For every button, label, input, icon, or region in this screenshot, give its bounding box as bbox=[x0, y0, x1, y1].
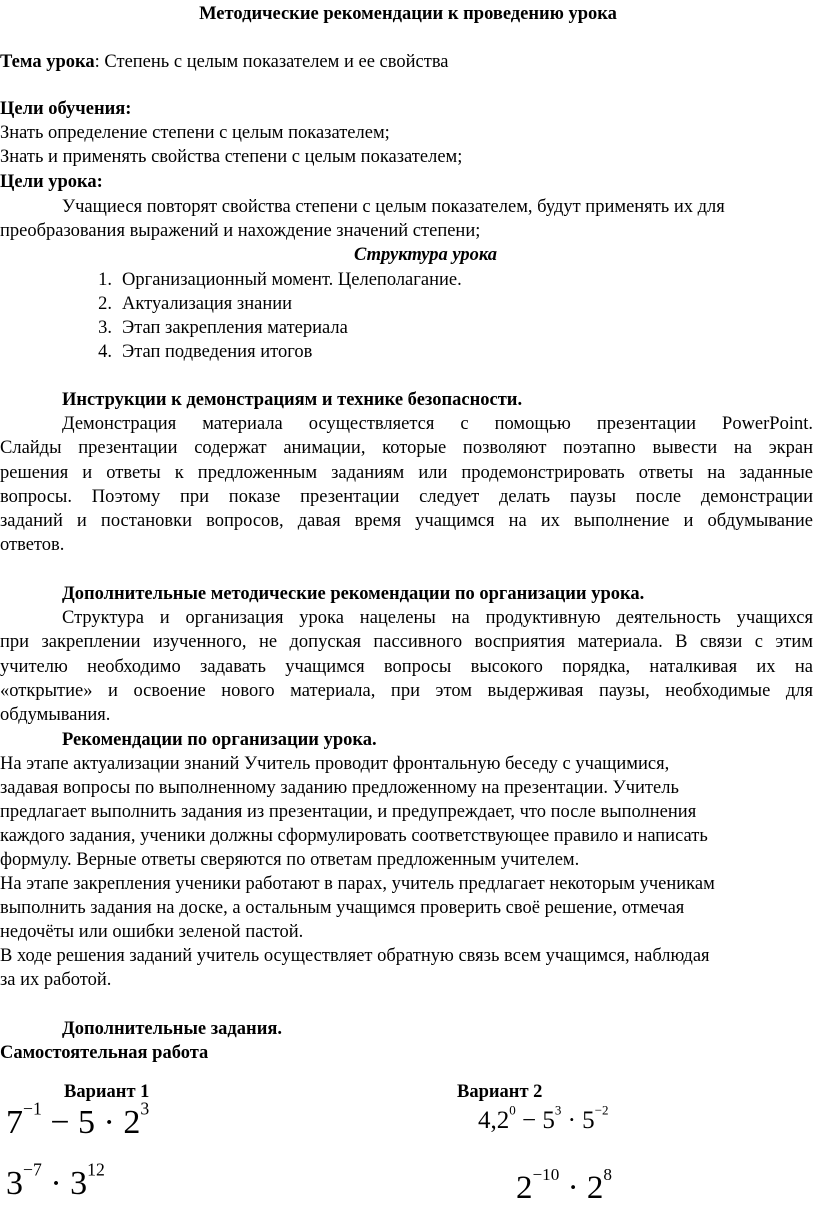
paragraph-line: предлагает выполнить задания из презентации, и предупреждает, что после выполнения bbox=[0, 802, 697, 822]
extra-recommendations-heading: Дополнительные методические рекомендации по организации урока. bbox=[62, 584, 645, 604]
organization-recommendations-heading: Рекомендации по организации урока. bbox=[62, 730, 377, 750]
paragraph-line: вопросы. Поэтому при показе презентации следует делать паузы после демонстрации bbox=[0, 486, 813, 507]
structure-item-number: 1. bbox=[98, 270, 112, 290]
structure-item-number: 4. bbox=[98, 342, 112, 362]
document-title: Методические рекомендации к проведению урока bbox=[199, 4, 617, 24]
paragraph-line: Слайды презентации содержат анимации, которые позволяют поэтапно вывести на экран bbox=[0, 438, 813, 459]
structure-heading: Структура урока bbox=[354, 245, 497, 265]
structure-item bbox=[90, 268, 462, 292]
variant-1-label: Вариант 1 bbox=[64, 1082, 150, 1102]
lesson-topic-label: Тема урока bbox=[0, 52, 95, 72]
structure-item-number: 2. bbox=[98, 294, 112, 314]
paragraph-line: «открытие» и освоение нового материала, при этом выдерживая паузы, необходимые для bbox=[0, 680, 813, 701]
structure-item-text: Организационный момент. Целеполагание. bbox=[122, 270, 462, 290]
extra-tasks-heading: Дополнительные задания. bbox=[62, 1019, 282, 1039]
structure-item bbox=[90, 340, 312, 364]
paragraph-line: обдумывания. bbox=[0, 705, 111, 726]
paragraph-line: выполнить задания на доске, а остальным учащимся проверить своё решение, отмечая bbox=[0, 898, 685, 918]
structure-item bbox=[90, 316, 348, 340]
paragraph-line: решения и ответы к предложенным заданиям или продемонстрировать ответы на заданные bbox=[0, 462, 813, 483]
learning-goal-item: Знать определение степени с целым показателем; bbox=[0, 123, 390, 143]
lesson-topic-value: : Степень с целым показателем и ее свойства bbox=[94, 52, 449, 72]
learning-goals-heading: Цели обучения: bbox=[0, 99, 132, 119]
paragraph-line: недочёты или ошибки зеленой пастой. bbox=[0, 922, 304, 942]
safety-heading: Инструкции к демонстрациям и технике безопасности. bbox=[62, 390, 523, 410]
variant-2-expression-2: $2^{-10} \cdot 2^8$ bbox=[516, 1164, 612, 1206]
paragraph-line: ответов. bbox=[0, 535, 65, 556]
paragraph-line: Демонстрация материала осуществляется с помощью презентации PowerPoint. bbox=[62, 414, 813, 434]
lesson-goals-text: Учащиеся повторят свойства степени с целым показателем, будут применять их для bbox=[62, 197, 725, 217]
lesson-goals-heading: Цели урока: bbox=[0, 172, 103, 192]
paragraph-line: формулу. Верные ответы сверяются по ответам предложенным учителем. bbox=[0, 850, 580, 870]
paragraph-line: заданий и постановки вопросов, давая время учащимся на их выполнение и обдумывание bbox=[0, 511, 813, 532]
paragraph-line: при закреплении изученного, не допуская пассивного восприятия материала. В связи с этим bbox=[0, 632, 813, 653]
variant-2-label: Вариант 2 bbox=[457, 1082, 543, 1102]
lesson-goals-text: преобразования выражений и нахождение значений степени; bbox=[0, 221, 481, 241]
structure-item-text: Актуализация знании bbox=[122, 294, 293, 314]
extra-recommendations-paragraph bbox=[0, 606, 813, 727]
paragraph-line: каждого задания, ученики должны сформулировать соответствующее правило и написать bbox=[0, 826, 708, 846]
structure-item bbox=[90, 292, 292, 316]
structure-item-text: Этап подведения итогов bbox=[122, 342, 313, 362]
paragraph-line: задавая вопросы по выполненному заданию предложенному на презентации. Учитель bbox=[0, 778, 679, 798]
variant-1-expression-1: $7^{-1} - 5 \cdot 2^3$ bbox=[6, 1098, 150, 1141]
structure-item-number: 3. bbox=[98, 318, 112, 338]
paragraph-line: На этапе закрепления ученики работают в парах, учитель предлагает некоторым ученикам bbox=[0, 874, 715, 894]
paragraph-line: На этапе актуализации знаний Учитель проводит фронтальную беседу с учащимися, bbox=[0, 754, 670, 774]
structure-item-text: Этап закрепления материала bbox=[122, 318, 348, 338]
safety-paragraph bbox=[0, 412, 813, 558]
independent-work-heading: Самостоятельная работа bbox=[0, 1043, 209, 1063]
learning-goal-item: Знать и применять свойства степени с целым показателем; bbox=[0, 147, 463, 167]
paragraph-line: учителю необходимо задавать учащимся вопросы высокого порядка, наталкивая их на bbox=[0, 656, 813, 677]
paragraph-line: за их работой. bbox=[0, 970, 112, 990]
variant-2-expression-1: $4,2^0 - 5^3 \cdot 5^{-2}$ bbox=[478, 1102, 609, 1134]
lesson-topic bbox=[0, 50, 816, 74]
paragraph-line: В ходе решения заданий учитель осуществляет обратную связь всем учащимся, наблюдая bbox=[0, 946, 710, 966]
variant-1-expression-2: $3^{-7} \cdot 3^{12}$ bbox=[6, 1159, 105, 1202]
paragraph-line: Структура и организация урока нацелены на продуктивную деятельность учащихся bbox=[62, 608, 813, 628]
